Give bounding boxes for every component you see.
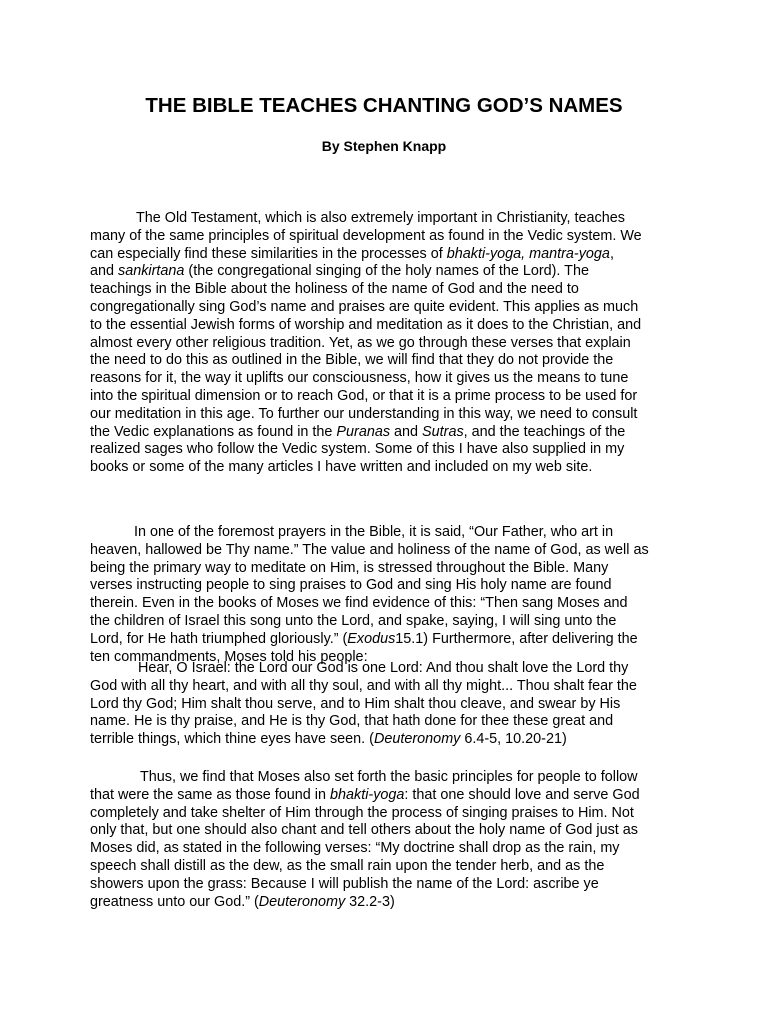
text-line: God with all thy heart, and with all thy soul, and with all thy might... Thou shalt fear the bbox=[90, 677, 637, 694]
text-line: our meditation in this age. To further our understanding in this way, we need to consult bbox=[90, 405, 638, 422]
text-line: name. He is thy praise, and He is thy God, that hath done for thee these great and bbox=[90, 713, 614, 730]
text-line: verses instructing people to sing praises to God and sing His holy name are found bbox=[90, 577, 612, 594]
text-line: In one of the foremost prayers in the Bible, it is said, “Our Father, who art in bbox=[134, 524, 614, 540]
paragraph-4 bbox=[90, 769, 690, 911]
paragraph-1 bbox=[90, 210, 690, 477]
text-line: terrible things, which thine eyes have seen. (Deuteronomy 6.4-5, 10.20-21) bbox=[90, 731, 567, 748]
text-line: congregationally sing God’s name and praises are quite evident. This applies as much bbox=[90, 298, 639, 315]
text-line: books or some of the many articles I have written and included on my web site. bbox=[90, 459, 593, 476]
document-title: THE BIBLE TEACHES CHANTING GOD’S NAMES bbox=[145, 94, 623, 117]
text-line: can especially find these similarities in the processes of bhakti-yoga, mantra-yoga, bbox=[90, 245, 614, 262]
text-line: ten commandments, Moses told his people: bbox=[90, 648, 368, 665]
text-line: Thus, we find that Moses also set forth the basic principles for people to follow bbox=[140, 769, 638, 785]
text-line: Hear, O Israel: the Lord our God is one Lord: And thou shalt love the Lord thy bbox=[138, 660, 629, 676]
text-line: speech shall distill as the dew, as the small rain upon the tender herb, and as the bbox=[90, 857, 605, 874]
text-line: the need to do this as outlined in the Bible, we will find that they do not provide the bbox=[90, 352, 614, 369]
text-line: realized sages who follow the Vedic system. Some of this I have also supplied in my bbox=[90, 441, 625, 458]
text-line: that were the same as those found in bhakti-yoga: that one should love and serve God bbox=[90, 786, 640, 803]
text-line: Lord thy God; Him shalt thou serve, and to Him shalt thou cleave, and swear by His bbox=[90, 695, 621, 712]
text-line: many of the same principles of spiritual development as found in the Vedic system. We bbox=[90, 227, 642, 244]
text-line: only that, but one should also chant and tell others about the holy name of God just as bbox=[90, 822, 639, 839]
text-line: teachings in the Bible about the holiness of the name of God and the need to bbox=[90, 281, 579, 298]
text-line: being the primary way to meditate on Him, is stressed throughout the Bible. Many bbox=[90, 559, 609, 576]
text-line: Moses did, as stated in the following verses: “My doctrine shall drop as the rain, my bbox=[90, 840, 620, 857]
text-line: The Old Testament, which is also extremely important in Christianity, teaches bbox=[136, 210, 625, 226]
text-line: into the spiritual dimension or to reach God, or that it is a prime process to be used for bbox=[90, 387, 638, 404]
text-line: and sankirtana (the congregational singing of the holy names of the Lord). The bbox=[90, 263, 589, 280]
text-line: the children of Israel this song unto the Lord, and spake, saying, I will sing unto the bbox=[90, 612, 617, 629]
text-line: heaven, hallowed be Thy name.” The value and holiness of the name of God, as well as bbox=[90, 541, 649, 558]
document-author: By Stephen Knapp bbox=[321, 138, 447, 154]
text-line: Lord, for He hath triumphed gloriously.” (Exodus15.1) Furthermore, after delivering the bbox=[90, 630, 638, 647]
text-line: therein. Even in the books of Moses we find evidence of this: “Then sang Moses and bbox=[90, 595, 628, 612]
text-line: almost every other religious tradition. Yet, as we go through these verses that explain bbox=[90, 334, 631, 351]
text-line: showers upon the grass: Because I will publish the name of the Lord: ascribe ye bbox=[90, 875, 599, 892]
text-line: the Vedic explanations as found in the Puranas and Sutras, and the teachings of the bbox=[90, 423, 626, 440]
paragraph-2 bbox=[90, 524, 690, 666]
text-line: greatness unto our God.” (Deuteronomy 32.2-3) bbox=[90, 893, 395, 910]
block-quote bbox=[90, 660, 690, 749]
text-line: completely and take shelter of Him through the process of singing praises to Him. Not bbox=[90, 804, 634, 821]
text-line: to the essential Jewish forms of worship and meditation as it does to the Christian, and bbox=[90, 316, 642, 333]
text-line: reasons for it, the way it uplifts our consciousness, how it gives us the means to tune bbox=[90, 370, 629, 387]
